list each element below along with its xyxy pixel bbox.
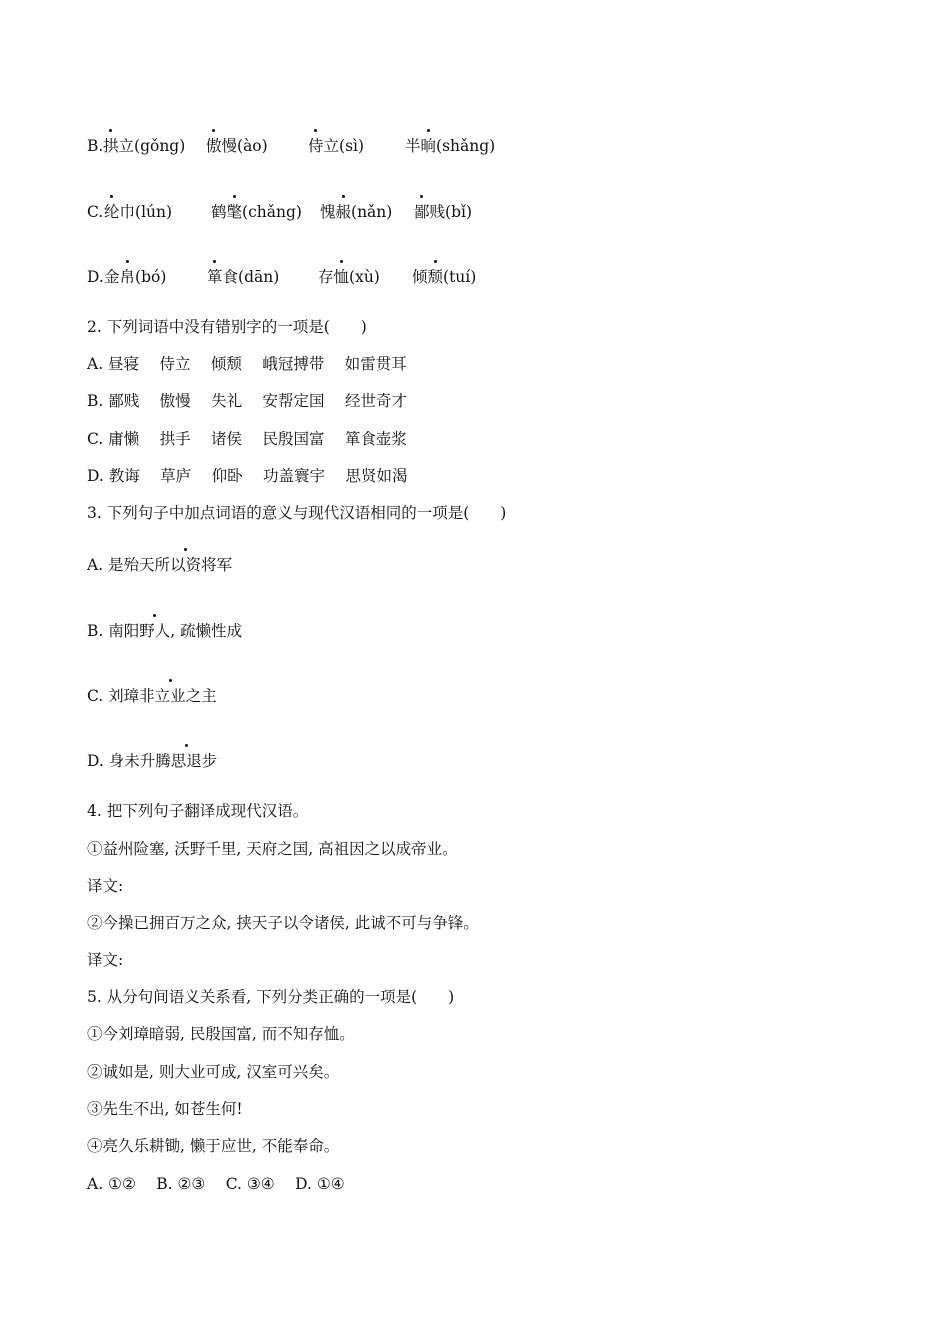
q4-sentence-1: ①益州险塞, 沃野千里, 天府之国, 高祖因之以成帝业。 xyxy=(87,840,458,858)
q5-stem: 5. 从分句间语义关系看, 下列分类正确的一项是( ) xyxy=(87,988,455,1006)
q4-translation-label-2: 译文: xyxy=(87,951,124,969)
q1-c-item-4: 鄙贱(bǐ) xyxy=(414,203,472,221)
q2-option-c: C. 庸懒 拱手 诸侯 民殷国富 箪食壶浆 xyxy=(87,430,407,448)
q5-sentence-3: ③先生不出, 如苍生何! xyxy=(87,1100,243,1118)
q1-b-item-1: 拱立(gǒng) xyxy=(103,137,186,155)
q1-c-item-2: 鹤氅(chǎng) xyxy=(211,203,302,221)
q4-sentence-2: ②今操已拥百万之众, 挟天子以令诸侯, 此诚不可与争锋。 xyxy=(87,914,479,932)
q5-answer-options: A. ①② B. ②③ C. ③④ D. ①④ xyxy=(87,1175,345,1193)
q3-option-a: A. 是殆天所以资将军 xyxy=(87,556,233,574)
q1-c-item-3: 愧赧(nǎn) xyxy=(320,203,393,221)
q5-sentence-4: ④亮久乐耕锄, 懒于应世, 不能奉命。 xyxy=(87,1137,340,1155)
q4-stem: 4. 把下列句子翻译成现代汉语。 xyxy=(87,802,309,820)
q2-option-a: A. 昼寝 侍立 倾颓 峨冠搏带 如雷贯耳 xyxy=(87,355,407,373)
q1-d-label: D. xyxy=(87,268,104,286)
q3-option-d: D. 身未升腾思退步 xyxy=(87,752,218,770)
q5-sentence-1: ①今刘璋暗弱, 民殷国富, 而不知存恤。 xyxy=(87,1025,355,1043)
q1-d-item-1: 金帛(bó) xyxy=(104,268,167,286)
q3-stem: 3. 下列句子中加点词语的意义与现代汉语相同的一项是( ) xyxy=(87,504,507,522)
q2-option-b: B. 鄙贱 傲慢 失礼 安帮定国 经世奇才 xyxy=(87,392,407,410)
q1-b-item-2: 傲慢(ào) xyxy=(206,137,268,155)
q4-translation-label-1: 译文: xyxy=(87,877,124,895)
q1-c-label: C. xyxy=(87,203,104,221)
q2-stem: 2. 下列词语中没有错别字的一项是( ) xyxy=(87,318,367,336)
q1-b-item-3: 侍立(sì) xyxy=(308,137,365,155)
q2-option-d: D. 教诲 草庐 仰卧 功盖寰宇 思贤如渴 xyxy=(87,467,408,485)
q1-b-item-4: 半晌(shǎng) xyxy=(405,137,496,155)
q1-c-item-1: 纶巾(lún) xyxy=(104,203,173,221)
q1-d-item-3: 存恤(xù) xyxy=(318,268,380,286)
q3-option-c: C. 刘璋非立业之主 xyxy=(87,687,217,705)
q3-option-b: B. 南阳野人, 疏懒性成 xyxy=(87,622,243,640)
q1-d-item-4: 倾颓(tuí) xyxy=(412,268,477,286)
q5-sentence-2: ②诚如是, 则大业可成, 汉室可兴矣。 xyxy=(87,1063,340,1081)
q1-d-item-2: 箪食(dān) xyxy=(207,268,280,286)
q1-b-label: B. xyxy=(87,137,104,155)
